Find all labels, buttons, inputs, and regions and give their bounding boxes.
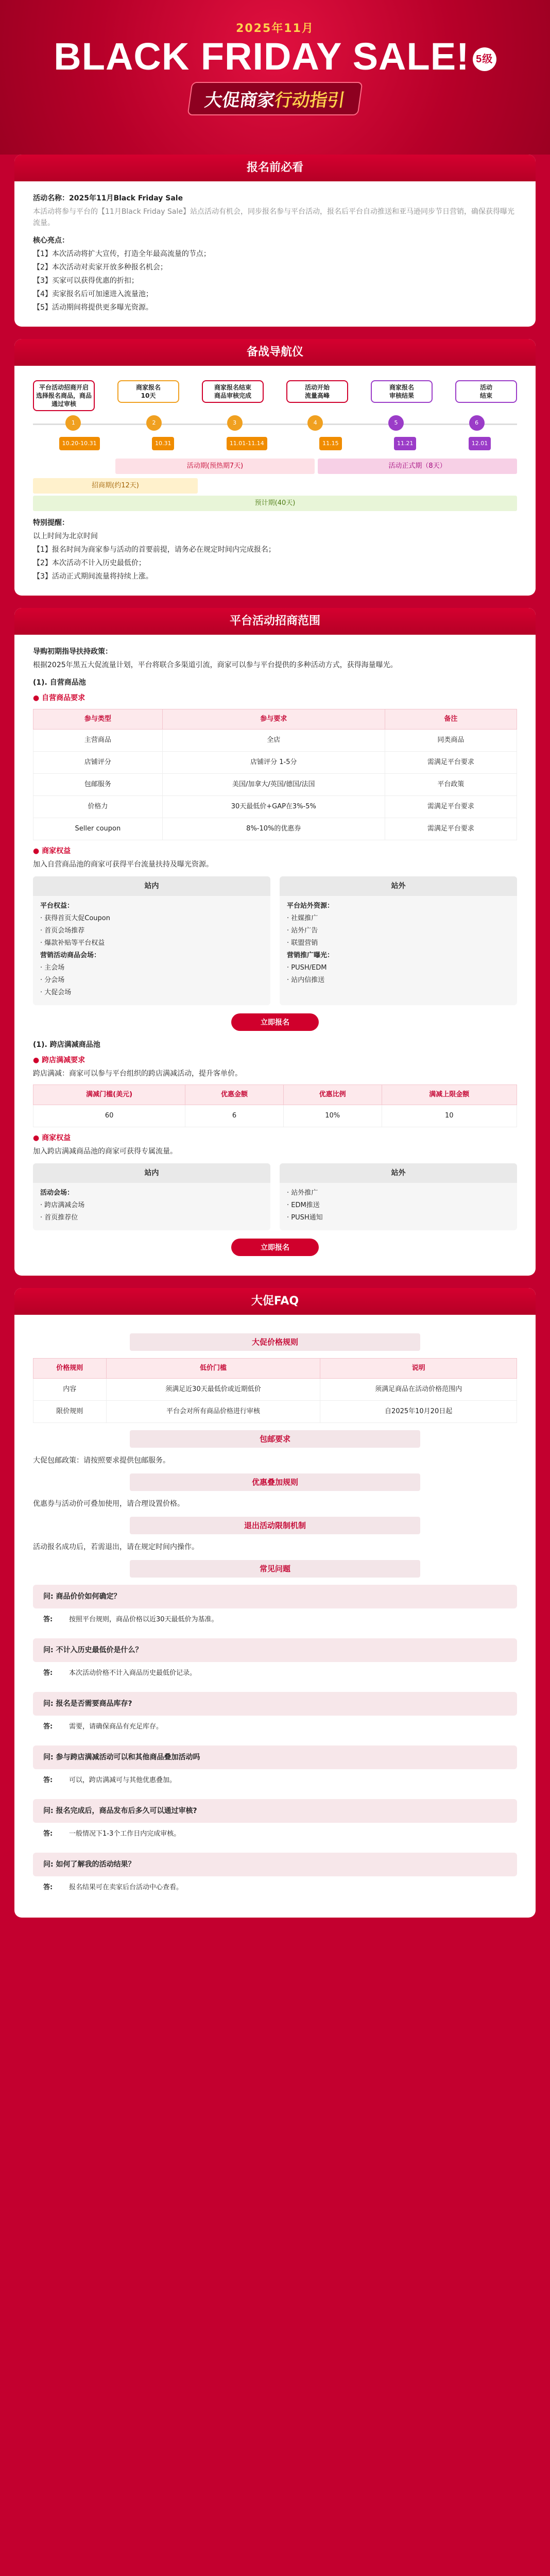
- policy-headline: 导购初期指导扶持政策：: [33, 648, 112, 656]
- faq-subhead: 优惠叠加规则: [130, 1473, 420, 1491]
- registration-notice-card: [14, 155, 536, 327]
- faq-text: 大促包邮政策：请按照要求提供包邮服务。: [33, 1456, 170, 1465]
- price-rules-table: 价格规则 低价门槛 说明 内容 须满足近30天最低价或近期低价 须满足商品在活动价格范围内 限价规则 平台会对所有商品价格进行审核 自2025年10月20日起: [33, 1358, 517, 1423]
- table-row: 60 6 10% 10: [33, 1105, 517, 1127]
- faq-card: [14, 1288, 536, 1918]
- activity-intro: 本活动将参与平台的【11月Black Friday Sale】站点活动有机会，同步报名参与平台活动，报名后平台自动推送和亚马逊同步节日营销，确保获得曝光流量。: [33, 208, 514, 227]
- offsite-benefits: 站外 平台站外资源： · 社媒推广 · 站外广告 · 联盟营销 营销推广曝光： · PUSH/EDM · 站内信推送: [280, 876, 517, 1005]
- timeline-dot: 4: [307, 415, 323, 431]
- phase-bar: 预计期(40天): [33, 496, 517, 511]
- timeline-step: 商家报名 审核结果: [371, 380, 433, 403]
- timeline-date: 11.01-11.14: [227, 437, 267, 450]
- timeline-axis: [33, 415, 517, 433]
- list-item: 【2】本次活动对卖家开放多种报名机会；: [33, 263, 167, 272]
- list-item: 【4】卖家报名后可加速进入流量池；: [33, 290, 153, 298]
- table-row: 内容 须满足近30天最低价或近期低价 须满足商品在活动价格范围内: [33, 1379, 517, 1401]
- hero-banner: [0, 0, 550, 155]
- pool-title: (1). 自营商品池: [33, 679, 86, 687]
- faq-text: 活动报名成功后，若需退出，请在规定时间内操作。: [33, 1543, 199, 1551]
- timeline-step: 活动 结束: [455, 380, 517, 403]
- faq-subhead: 常见问题: [130, 1560, 420, 1578]
- phase-bar: 活动期(预热期7天): [115, 459, 315, 474]
- discount-table: 满减门槛(美元) 优惠金额 优惠比例 满减上限金额 60 6 10% 10: [33, 1084, 517, 1127]
- list-item: 【2】本次活动不计入历史最低价；: [33, 559, 146, 567]
- hero-subtitle: 大促商家行动指引: [187, 82, 363, 115]
- faq-text: 优惠券与活动价可叠加使用，请合理设置价格。: [33, 1500, 184, 1508]
- timeline-dot: 3: [227, 415, 243, 431]
- table-row: 主营商品 全店 同类商品: [33, 730, 517, 752]
- pool-title: (1). 跨店满减商品池: [33, 1041, 100, 1049]
- timeline-dot: 5: [388, 415, 404, 431]
- merchant-rights-note: 加入自营商品池的商家可获得平台流量扶持及曝光资源。: [33, 860, 213, 869]
- faq-item: 问: 参与跨店满减活动可以和其他商品叠加活动吗 答: 可以，跨店满减可与其他优惠叠加。: [33, 1745, 517, 1792]
- list-item: 【1】本次活动将扩大宣传，打造全年最高流量的节点；: [33, 250, 211, 258]
- faq-item: 问: 如何了解我的活动结果？ 答: 报名结果可在卖家后台活动中心查看。: [33, 1853, 517, 1899]
- activity-name: 活动名称：2025年11月Black Friday Sale: [33, 194, 183, 202]
- timeline-dot: 1: [65, 415, 81, 431]
- table-row: 店铺评分 店铺评分 1-5分 需满足平台要求: [33, 752, 517, 774]
- table-row: 价格力 30天最低价+GAP在3%-5% 需满足平台要求: [33, 796, 517, 818]
- list-item: 【1】报名时间为商家参与活动的首要前提，请务必在规定时间内完成报名；: [33, 546, 276, 554]
- merchant-rights-label: ● 商家权益: [33, 1134, 71, 1142]
- faq-item: 问: 商品价价如何确定？ 答: 按照平台规则，商品价格以近30天最低价为基准。: [33, 1585, 517, 1631]
- recruitment-scope-card: [14, 608, 536, 1276]
- timeline-date: 10.31: [152, 437, 175, 450]
- timeline-date: 12.01: [469, 437, 491, 450]
- core-highlights-label: 核心亮点：: [33, 236, 69, 245]
- merchant-rights-label: ● 商家权益: [33, 847, 71, 855]
- table-header: 备注: [385, 709, 517, 730]
- timeline-step: 平台活动招商开启 选择报名商品，商品通过审核: [33, 380, 95, 411]
- hero-year: 2025年11月: [236, 22, 314, 35]
- timeline-card: [14, 339, 536, 596]
- hero-title: BLACK FRIDAY SALE! 5级: [0, 39, 550, 75]
- list-item: 以上时间为北京时间: [33, 532, 98, 540]
- requirements-table: [33, 709, 517, 840]
- onsite-benefits: 站内 活动会场： · 跨店满减会场 · 首页推荐位: [33, 1163, 270, 1230]
- faq-subhead: 包邮要求: [130, 1430, 420, 1448]
- table-row: 限价规则 平台会对所有商品价格进行审核 自2025年10月20日起: [33, 1401, 517, 1423]
- timeline-date: 10.20-10.31: [59, 437, 100, 450]
- section-title: 报名前必看: [14, 155, 536, 181]
- offsite-benefits: 站外 · 站外推广 · EDM推送 · PUSH通知: [280, 1163, 517, 1230]
- onsite-benefits: 站内 平台权益： · 获得首页大促Coupon · 首页会场推荐 · 爆款补贴等平台权益 营销活动商品会场： · 主会场 · 分会场 · 大促会场: [33, 876, 270, 1005]
- timeline-dot: 6: [469, 415, 485, 431]
- faq-item: 问: 不计入历史最低价是什么？ 答: 本次活动价格不计入商品历史最低价记录。: [33, 1638, 517, 1685]
- table-header: 参与类型: [33, 709, 163, 730]
- register-now-button[interactable]: 立即报名: [231, 1013, 319, 1031]
- timeline-date: 11.15: [319, 437, 342, 450]
- pool-requirements-label: ● 自营商品要求: [33, 694, 85, 702]
- special-note-label: 特别提醒：: [33, 519, 69, 527]
- faq-item: 问: 报名是否需要商品库存? 答: 需要，请确保商品有充足库存。: [33, 1692, 517, 1738]
- policy-intro: 根据2025年黑五大促流量计划，平台将联合多渠道引流，商家可以参与平台提供的多种活动方式，获得海量曝光。: [33, 661, 398, 669]
- level-badge: 5级: [473, 47, 496, 71]
- phase-bar: 活动正式期（8天）: [318, 459, 517, 474]
- timeline-step: 商家报名结束 商品审核完成: [202, 380, 264, 403]
- merchant-rights-note: 加入跨店满减商品池的商家可获得专属流量。: [33, 1147, 177, 1156]
- timeline-step: 商家报名 10天: [117, 380, 179, 403]
- table-row: Seller coupon 8%-10%的优惠券 需满足平台要求: [33, 818, 517, 840]
- list-item: 【3】买家可以获得优惠的折扣；: [33, 277, 139, 285]
- timeline-dot: 2: [146, 415, 162, 431]
- list-item: 【3】活动正式期间流量将持续上涨。: [33, 572, 153, 581]
- section-title: 平台活动招商范围: [14, 608, 536, 635]
- timeline-step: 活动开始 流量高峰: [286, 380, 348, 403]
- faq-subhead: 退出活动限制机制: [130, 1517, 420, 1534]
- section-title: 备战导航仪: [14, 339, 536, 366]
- section-title: 大促FAQ: [14, 1288, 536, 1315]
- register-now-button[interactable]: 立即报名: [231, 1239, 319, 1256]
- pool-text: 跨店满减：商家可以参与平台组织的跨店满减活动，提升客单价。: [33, 1070, 242, 1078]
- table-row: 包邮服务 美国/加拿大/英国/德国/法国 平台政策: [33, 774, 517, 796]
- phase-bar: 招商期(约12天): [33, 478, 198, 494]
- faq-subhead: 大促价格规则: [130, 1333, 420, 1351]
- list-item: 【5】活动期间将提供更多曝光资源。: [33, 303, 153, 312]
- timeline-date: 11.21: [394, 437, 417, 450]
- table-header: 参与要求: [162, 709, 385, 730]
- pool-requirements-label: ● 跨店满减要求: [33, 1056, 85, 1064]
- faq-item: 问: 报名完成后，商品发布后多久可以通过审核? 答: 一般情况下1-3个工作日内完成审核。: [33, 1799, 517, 1845]
